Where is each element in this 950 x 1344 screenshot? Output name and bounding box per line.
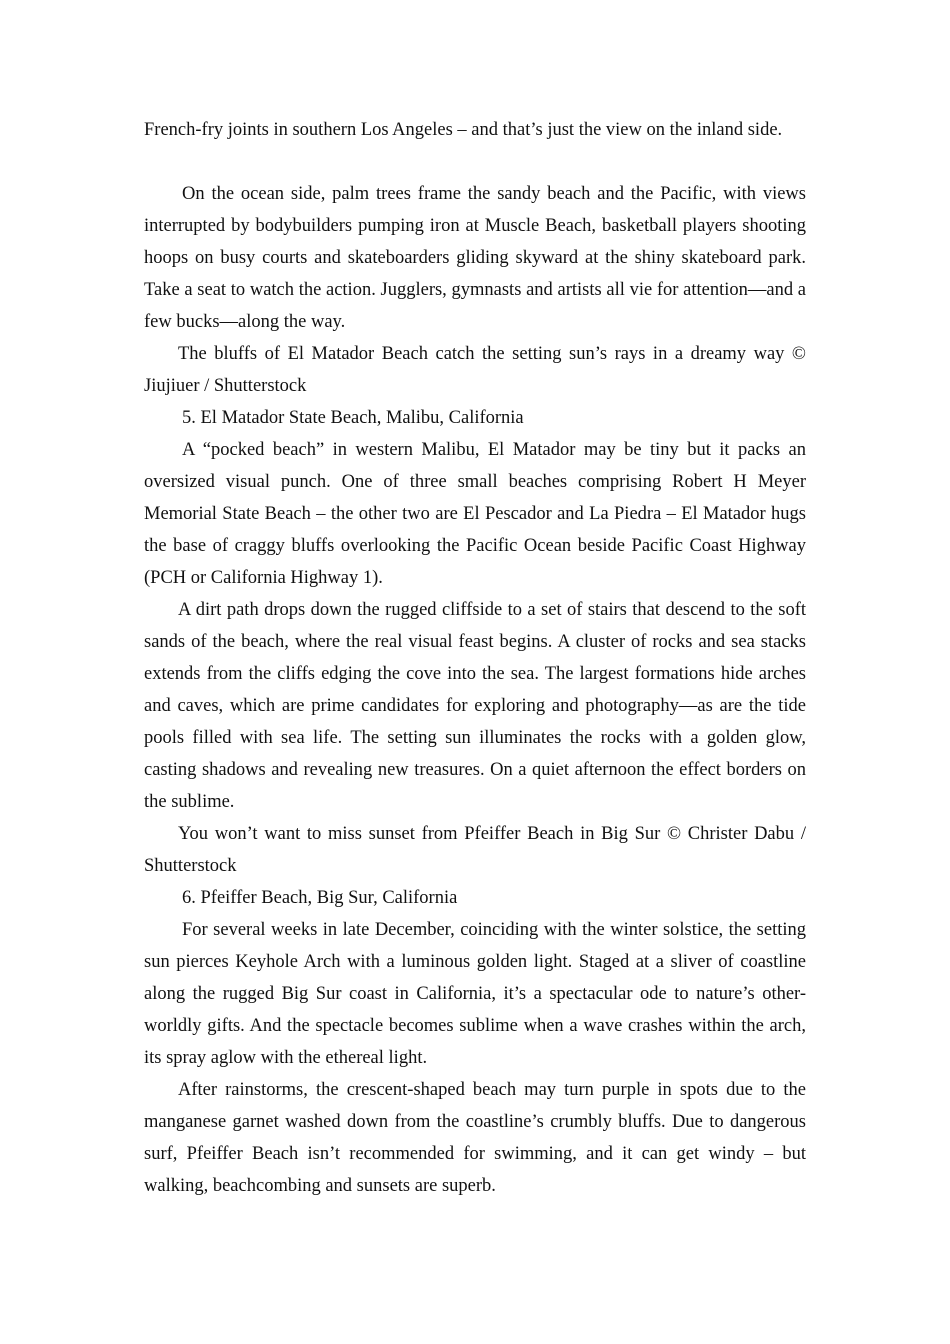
image-caption-el-matador: The bluffs of El Matador Beach catch the setting sun’s rays in a dreamy way © Jiujiuer / Shutterstock — [144, 344, 806, 396]
paragraph-pfeiffer-rainstorms: After rainstorms, the crescent-shaped beach may turn purple in spots due to the manganese garnet washed down from the coastline’s crumbly bluffs. Due to dangerous surf, Pfeiffer Beach isn’t recommended for swimming, and it can get windy – but walking, beachcombing and sunsets are superb. — [144, 1080, 806, 1196]
paragraph-ocean-side: On the ocean side, palm trees frame the sandy beach and the Pacific, with views interrupted by bodybuilders pumping iron at Muscle Beach, basketball players shooting hoops on busy courts and skateboarders gliding skyward at the shiny skateboard park. Take a seat to watch the action. Jugglers, gymnasts and artists all vie for attention—and a few bucks—along the way. — [144, 184, 806, 332]
paragraph-el-matador-intro: A “pocked beach” in western Malibu, El Matador may be tiny but it packs an oversized visual punch. One of three small beaches comprising Robert H Meyer Memorial State Beach – the other two are El Pescador and La Piedra – El Matador hugs the base of craggy bluffs overlooking the Pacific Ocean beside Pacific Coast Highway (PCH or California Highway 1). — [144, 440, 806, 588]
paragraph-continuation: French-fry joints in southern Los Angeles – and that’s just the view on the inland side. — [144, 120, 783, 140]
section-heading-el-matador: 5. El Matador State Beach, Malibu, California — [182, 408, 524, 428]
paragraph-gap — [144, 146, 806, 178]
document-page — [144, 114, 806, 1202]
paragraph-pfeiffer-solstice: For several weeks in late December, coinciding with the winter solstice, the setting sun pierces Keyhole Arch with a luminous golden light. Staged at a sliver of coastline along the rugged Big Sur coast in California, it’s a spectacular ode to nature’s other-worldly gifts. And the spectacle becomes sublime when a wave crashes within the arch, its spray aglow with the ethereal light. — [144, 920, 806, 1068]
paragraph-el-matador-path: A dirt path drops down the rugged cliffside to a set of stairs that descend to the soft sands of the beach, where the real visual feast begins. A cluster of rocks and sea stacks extends from the cliffs edging the cove into the sea. The largest formations hide arches and caves, which are prime candidates for exploring and photography—as are the tide pools filled with sea life. The setting sun illuminates the rocks with a golden glow, casting shadows and revealing new treasures. On a quiet afternoon the effect borders on the sublime. — [144, 600, 806, 812]
section-heading-pfeiffer: 6. Pfeiffer Beach, Big Sur, California — [182, 888, 458, 908]
image-caption-pfeiffer: You won’t want to miss sunset from Pfeiffer Beach in Big Sur © Christer Dabu / Shutterstock — [144, 824, 806, 876]
